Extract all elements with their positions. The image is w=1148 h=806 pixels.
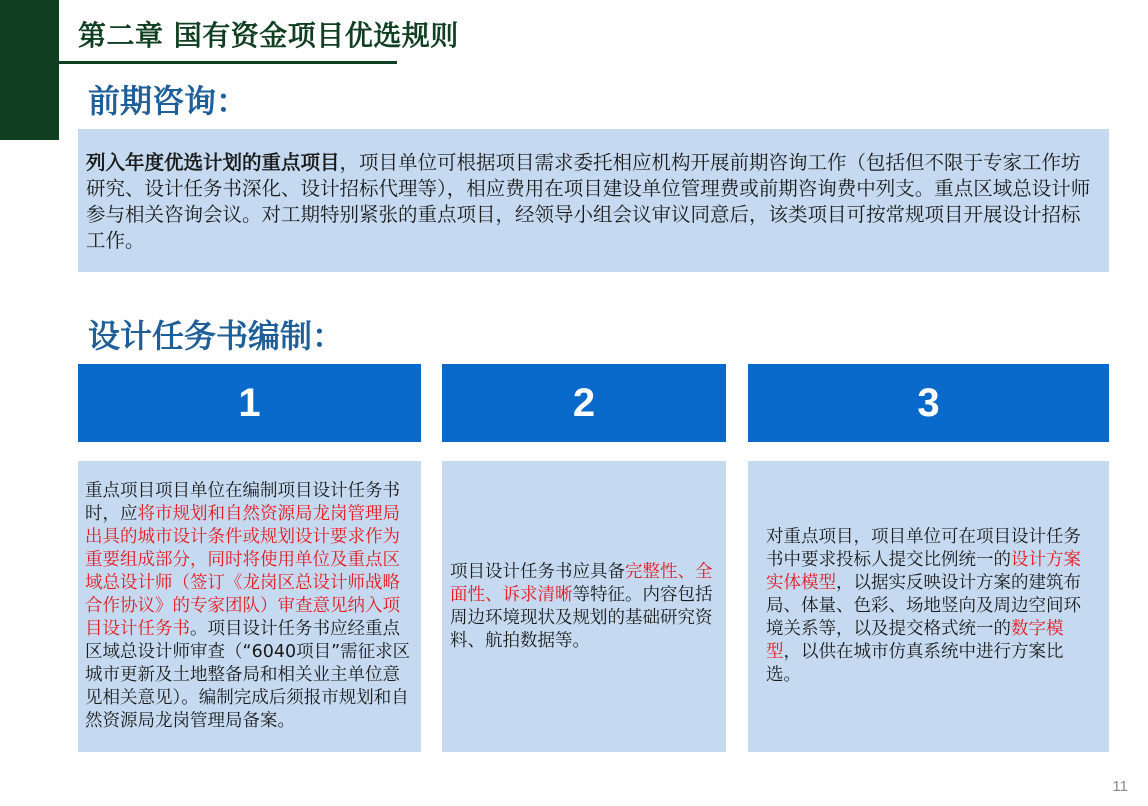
card-3-text-c: ，以供在城市仿真系统中进行方案比选。 [766, 642, 1064, 685]
card-2-text-b: 等特征。内容包括周边环境现状及规划的基础研究资料、航拍数据等。 [450, 584, 713, 651]
card-3-highlight-a: 设计方案实体模型 [766, 550, 1081, 593]
design-brief-card-2 [442, 461, 726, 752]
card-1-text [85, 480, 415, 733]
card-3-highlight-b: 数字模型 [766, 619, 1064, 662]
card-2-text-a: 项目设计任务书应具备 [450, 561, 625, 582]
chapter-title: 第二章 国有资金项目优选规则 [78, 19, 459, 52]
section-heading-design-brief: 设计任务书编制： [88, 317, 345, 355]
card-1-text-b: 。项目设计任务书应经重点区域总设计师审查（“6040项目”需征求区城市更新及土地整备局和相关业主单位意见相关意见）。编制完成后须报市规划和自然资源局龙岗管理局备案。 [85, 619, 411, 731]
card-3-text-a: 对重点项目，项目单位可在项目设计任务书中要求投标人提交比例统一的 [766, 527, 1081, 570]
side-accent-block [0, 0, 59, 140]
card-number-header-1: 1 [78, 364, 421, 442]
card-1-text-a: 重点项目项目单位在编制项目设计任务书时，应 [85, 481, 400, 524]
card-3-text-b: ，以据实反映设计方案的建筑布局、体量、色彩、场地竖向及周边空间环境关系等，以及提交格式统一的 [766, 573, 1081, 639]
consulting-lead-bold: 列入年度优选计划的重点项目 [86, 151, 340, 174]
card-2-highlight: 完整性、全面性、诉求清晰 [450, 561, 713, 605]
design-brief-card-3 [748, 461, 1109, 752]
card-3-text [766, 526, 1095, 687]
card-1-highlight: 将市规划和自然资源局龙岗管理局出具的城市设计条件或规划设计要求作为重要组成部分，同时将使用单位及重点区域总设计师（签订《龙岗区总设计师战略合作协议》的专家团队）审查意见纳入项目设计任务书 [85, 504, 400, 639]
consulting-body-text: ，项目单位可根据项目需求委托相应机构开展前期咨询工作（包括但不限于专家工作坊研究、设计任务书深化、设计招标代理等），相应费用在项目建设单位管理费或前期咨询费中列支。重点区域总设计师参与相关咨询会议。对工期特别紧张的重点项目，经领导小组会议审议同意后，该类项目可按常规项目开展设计招标工作。 [86, 151, 1091, 252]
card-number-header-3: 3 [748, 364, 1109, 442]
card-2-text [450, 561, 720, 653]
card-number-header-2: 2 [442, 364, 726, 442]
design-brief-card-1 [78, 461, 421, 752]
page-number: 11 [1112, 778, 1128, 795]
chapter-title-underline [59, 61, 397, 64]
section-heading-consulting: 前期咨询： [88, 82, 249, 120]
consulting-description-box [78, 129, 1109, 272]
